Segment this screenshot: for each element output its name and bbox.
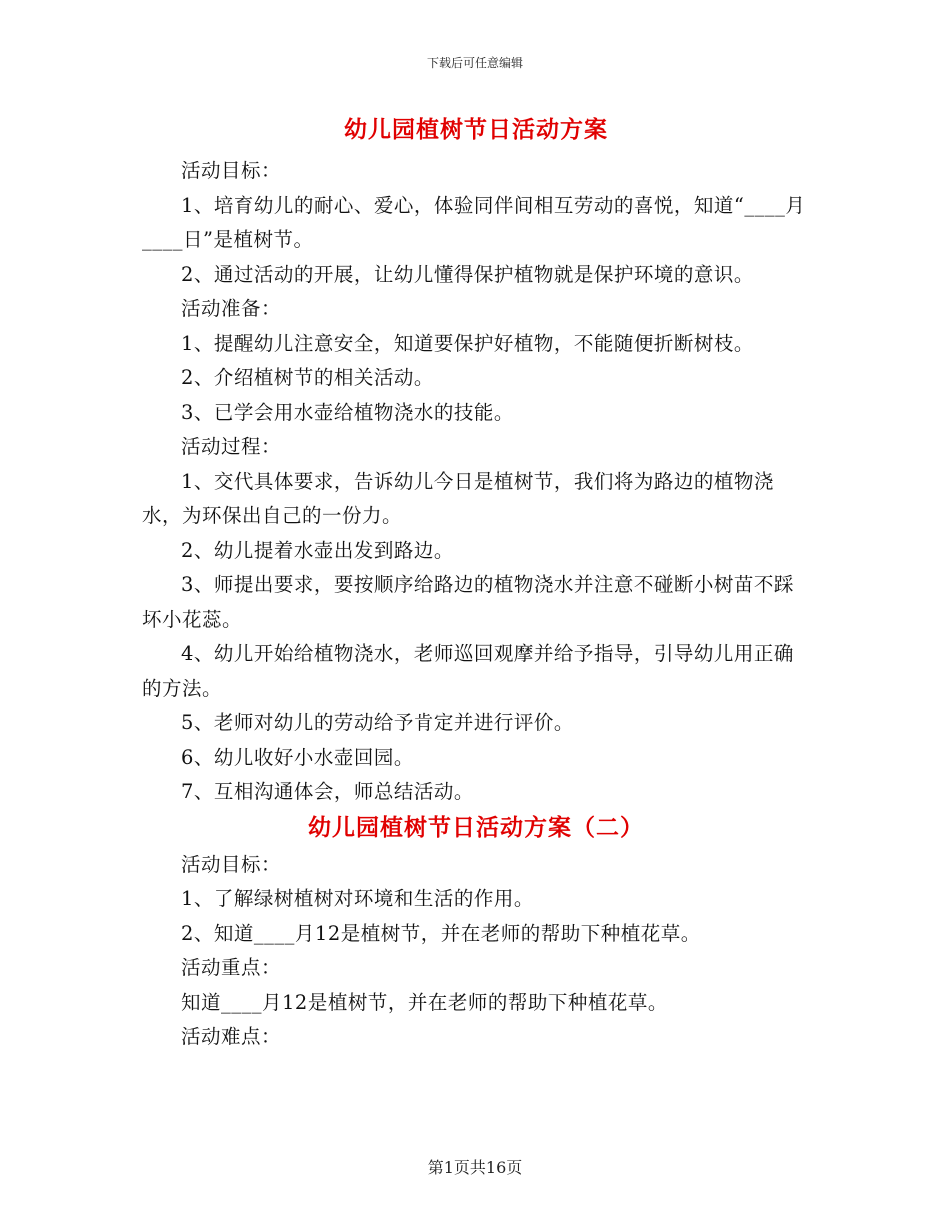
paragraph: 4、幼儿开始给植物浇水，老师巡回观摩并给予指导，引导幼儿用正确的方法。 <box>142 642 794 700</box>
paragraph: 2、幼儿提着水壶出发到路边。 <box>181 538 454 562</box>
paragraph: 5、老师对幼儿的劳动给予肯定并进行评价。 <box>181 711 574 734</box>
paragraph: 1、培育幼儿的耐心、爱心，体验同伴间相互劳动的喜悦，知道“____月____日”是植树节。 <box>142 193 806 251</box>
paragraph: 6、幼儿收好小水壶回园。 <box>181 745 414 769</box>
paragraph: 1、交代具体要求，告诉幼儿今日是植树节，我们将为路边的植物浇水，为环保出自己的一份力。 <box>142 469 774 527</box>
paragraph: 2、通过活动的开展，让幼儿懂得保护植物就是保护环境的意识。 <box>181 262 754 286</box>
paragraph: 1、了解绿树植树对环境和生活的作用。 <box>181 887 534 910</box>
paragraph: 1、提醒幼儿注意安全，知道要保护好植物，不能随便折断树枝。 <box>181 331 754 355</box>
paragraph: 活动重点： <box>181 956 282 979</box>
paragraph: 3、师提出要求，要按顺序给路边的植物浇水并注意不碰断小树苗不踩坏小花蕊。 <box>142 573 794 631</box>
section-title: 幼儿园植树节日活动方案 <box>344 116 608 143</box>
page-number: 第1页共16页 <box>427 1158 523 1177</box>
document-body <box>142 112 810 1055</box>
paragraph: 2、介绍植树节的相关活动。 <box>181 366 434 389</box>
paragraph: 活动准备： <box>181 297 282 320</box>
paragraph: 知道____月12是植树节，并在老师的帮助下种植花草。 <box>181 990 668 1014</box>
section-body <box>142 154 810 810</box>
paragraph: 活动目标： <box>181 159 282 182</box>
header-note: 下载后可任意编辑 <box>426 56 523 70</box>
section-body <box>142 848 810 1055</box>
paragraph: 活动过程： <box>181 435 282 458</box>
paragraph: 活动难点： <box>181 1025 282 1048</box>
paragraph: 2、知道____月12是植树节，并在老师的帮助下种植花草。 <box>181 921 701 945</box>
section-title: 幼儿园植树节日活动方案（二） <box>308 813 644 841</box>
paragraph: 3、已学会用水壶给植物浇水的技能。 <box>181 400 514 424</box>
paragraph: 7、互相沟通体会，师总结活动。 <box>181 780 474 803</box>
paragraph: 活动目标： <box>181 852 282 876</box>
